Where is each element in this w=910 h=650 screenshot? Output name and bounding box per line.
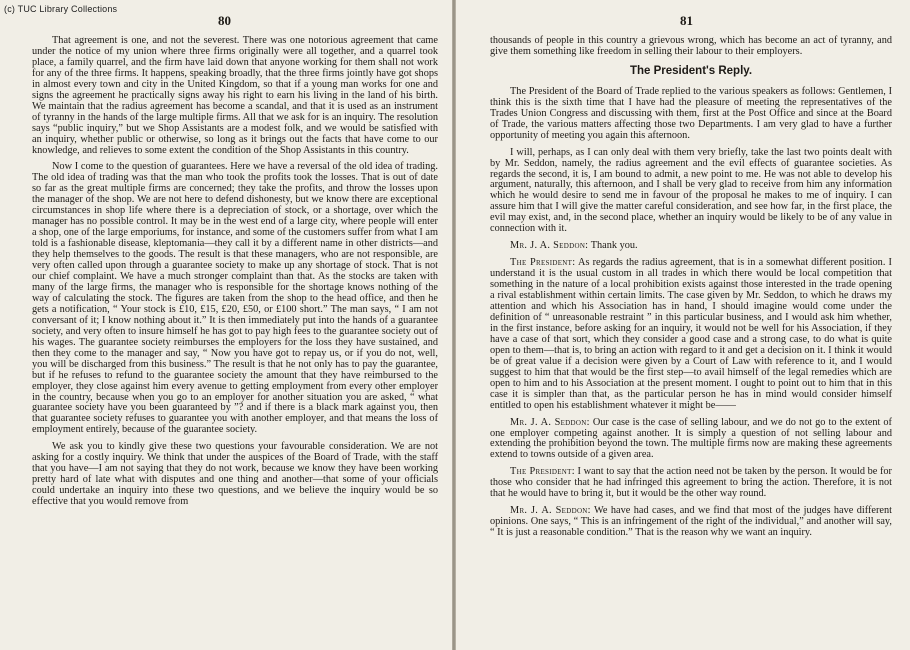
right-paragraph [490,467,892,500]
page-number-left: 80 [218,13,231,28]
right-paragraph [490,148,892,236]
right-page [456,0,910,650]
paragraph-text: I want to say that the action need not be taken by the person. It would be for those who consider that he had infringed this agreement to bring the action. Therefore, it is not that he would have to bring it, but it would be the other way round. [490,466,892,500]
right-paragraph [490,258,892,411]
paragraph-text: Our case is the case of selling labour, and we do not go to the extent of one employer competing against another. It is simply a question of not selling labour and extending the prohibition beyond the town. The multiple firms now are making these agreements extend to towns outside of a given area. [490,416,892,461]
paragraph-text: As regards the radius agreement, that is in a somewhat different position. I understand it is the usual custom in all trades in which there would be local competition that something in the nature of a local prohibition exists against those interested in the trade opening a rival establishment within certain limits. The case given by Mr. Seddon, to which he draws my attention and which his Association has in hand, I should imagine would come under the definition of “ unreasonable restraint ” in this particular business, and I would ask him whether, in the first instance, before asking for an inquiry, it would not be well for his Association, if they have a case of that sort, which they consider a good case and a strong case, to do what is quite open to them—that is, to bring an action with regard to it and get a decision on it. I think it would be of great value if a decision were given by a Court of Law with reference to it, and I would suggest to him that that would be the first step—to avail himself of the legal remedies which are open to him and to his Association at the present moment. I ought to point out to him that in this case it is simpler than that, as the particular person he has in mind would consider himself entitled to open his establishment whatever it might be—— [490,257,892,411]
section-heading: The President's Reply. [629,64,753,77]
left-paragraph: That agreement is one, and not the severest. There was one notorious agreement that came under the notice of my union where three firms originally were all together, and a quarrel took place, a family quarrel, and the firm have laid down that anyone working for them shall not work for any of the three firms. It happens, speaking broadly, that the three firms jointly have got shops in almost every town and city in the United Kingdom, so that if a young man works for one and signs the agreement he practically signs away his right to earn his living in the land of his birth. We maintain that the radius agreement has become a scandal, and that it is used as an instrument of tyranny in the hands of the large multiple firms. All that we ask for is an inquiry. The resolution says “public inquiry,” but we Shop Assistants are a modest folk, and we would be satisfied with an inquiry, whether public or otherwise, so long as it brings out the facts that have come to our knowledge, and relieves to some extent the condition of the Shop Assistants in this country. [32,35,438,156]
speaker-label: The President: [510,257,576,269]
paragraph-text: I will, perhaps, as I can only deal with them very briefly, take the last two points dealt with by Mr. Seddon, namely, the radius agreement and the evil effects of guarantee societies. As regards the second, it is, I am bound to admit, a new point to me. He was not able to develop his argument, naturally, this afternoon, and I shall be very glad to receive from him any information which he would desire to send me in favour of the proposal he makes to me of inquiry. I can assure him that I will give the matter careful consideration, and see how far, in the first place, the evil may exist, and, in the second place, whether an inquiry would be likely to be of any value in connection with it. [490,146,892,235]
right-paragraph [490,506,892,539]
right-paragraph [490,418,892,462]
paragraph-text: We have had cases, and we find that most of the judges have different opinions. One says, “ This is an infringement of the right of the individual,” and another will say, “ It is just a reasonable condition.” That is the reason why we want an inquiry. [490,505,892,539]
right-paragraph [490,87,892,142]
speaker-label: Mr. J. A. Seddon: [510,416,590,428]
right-text-column [490,36,892,545]
left-page [0,0,452,650]
speaker-label: Mr. J. A. Seddon: [510,505,591,517]
watermark: (c) TUC Library Collections [4,4,118,14]
page-number-right: 81 [680,13,693,28]
left-text-column [32,36,438,514]
continuation-paragraph: thousands of people in this country a grievous wrong, which has become an act of tyranny, and give them something like freedom in selling their labour to their employers. [490,35,892,57]
speaker-label: The President: [510,466,575,478]
left-paragraph: We ask you to kindly give these two questions your favourable consideration. We are not asking for a costly inquiry. We think that under the auspices of the Board of Trade, with the staff that you have—I am not saying that they do not work, because we know they have been working pretty hard of late what with disputes and one thing and another—that some of your officials could undertake an inquiry into these two questions, and we believe the inquiry would be so effective that you would remove from [32,441,438,508]
paragraph-text: The President of the Board of Trade replied to the various speakers as follows: Gentlemen, I think this is the sixth time that I have had the pleasure of meeting the representatives of the Trades Union Congress and discussing with them, first at the Post Office and since at the Board of Trade, the various matters affecting those two Departments. I am very glad to have a further opportunity of meeting you again this afternoon. [490,85,892,141]
speaker-label: Mr. J. A. Seddon: [510,240,589,252]
left-paragraph: Now I come to the question of guarantees. Here we have a reversal of the old idea of trading. The old idea of trading was that the man who took the profits took the losses. That is out of date so far as the great multiple firms are concerned; they take the profits, and throw the losses upon the manager of the shop. We are not here to defend dishonesty, but we know there are exceptional circumstances in shop life where there is a depreciation of stock, or a shortage, over which the manager has no possible control. It may be in the west end of a large city, where people will enter a shop, one of the large emporiums, for instance, and some of the customers suffer from what I am told is a fashionable disease, kleptomania—they call it by a different name in other districts—and they help themselves to the goods. The result is that these managers, who are not responsible, are very often called upon through a guarantee society to make up any shortage of stock. That is not our chief complaint. We have a much stronger complaint than that. As the stocks are taken with many of the large firms, the manager who is responsible for the shortage knows nothing of the way of calculating the stock. The figures are taken from the shop to the head office, and then he gets a notification, “ Your stock is £10, £15, £20, £50, or £100 short.” The man says, “ I am not conversant of it; I know nothing about it.” It is then immediately put into the hands of a guarantee society, and very often to insure himself he has got to pay high fees to the guarantee society out of his wages. The guarantee society reimburses the employers for the loss they have sustained, and then they come to the manager and say, “ Now you have got to repay us, or if you do not, well, you will be discharged from this business.” The result is that he not only has to pay the guarantee, but if he refuses to refund to the guarantee society the amount that they have reimbursed to the employer, they close against him every avenue to getting employment from every other employer in the country, because when you go to an employer for another situation you are asked, “ what guarantee society have you been guaranteed by ”? and if there is a black mark against you, then that guarantee society refuses to guarantee you with another employer, and that means the loss of employment entirely, because of the guarantee society. [32,161,438,436]
paragraph-text: Thank you. [590,240,638,252]
right-paragraph [490,241,892,252]
